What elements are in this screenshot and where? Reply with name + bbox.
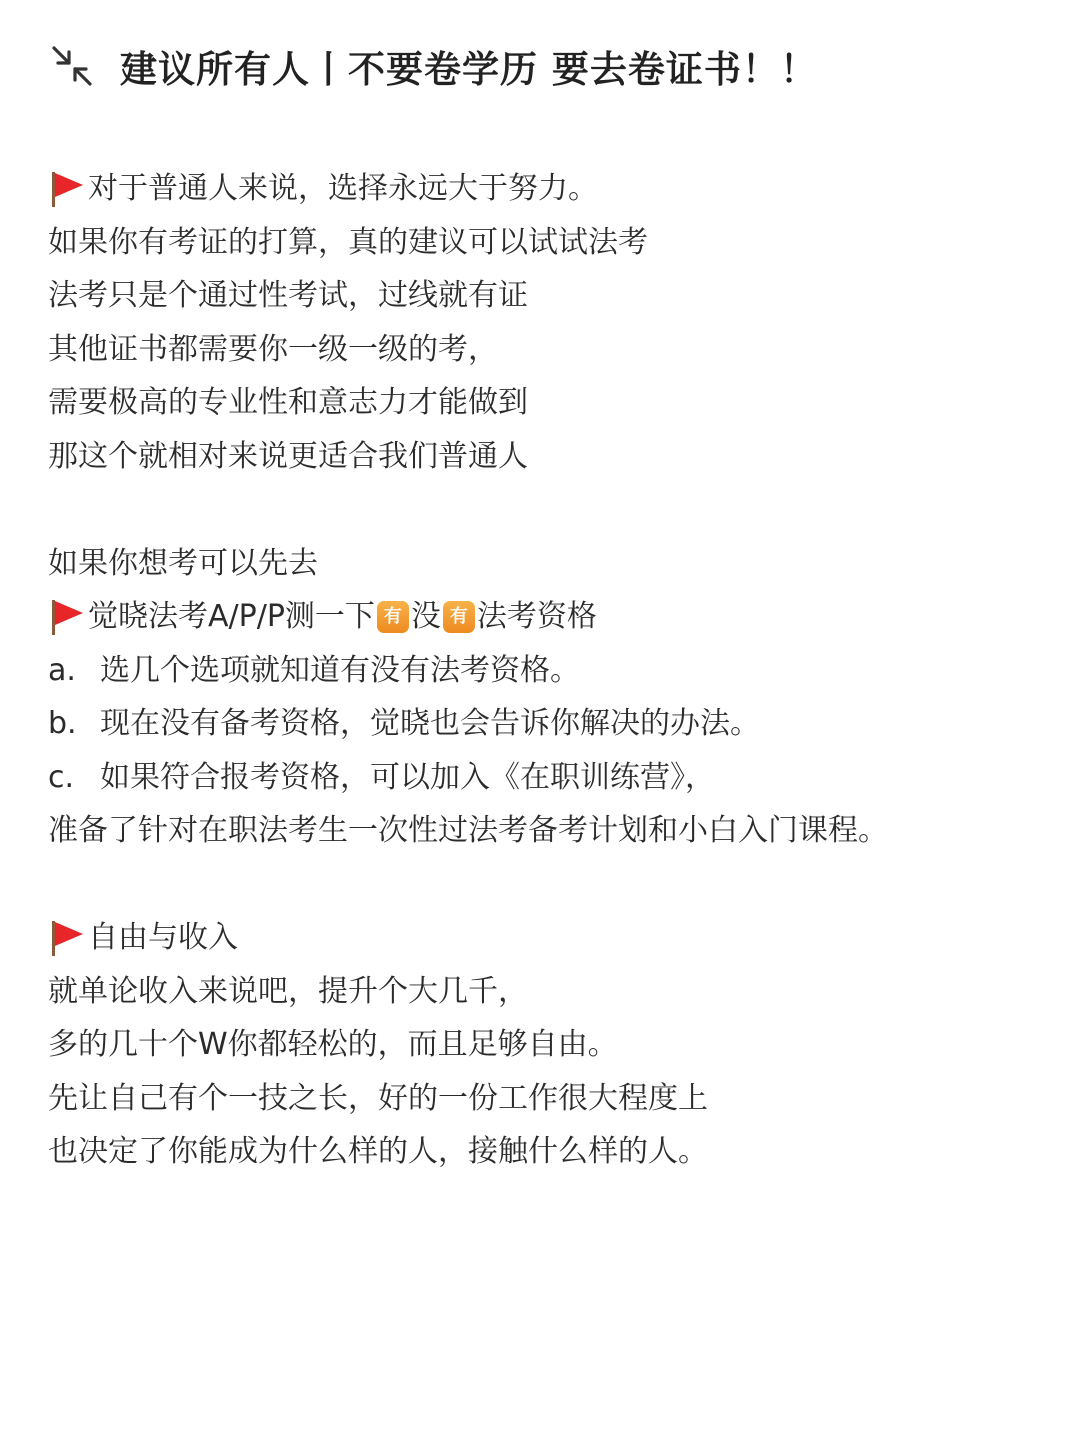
section2-heading-part3: 法考资格 bbox=[476, 599, 597, 634]
red-flag-icon bbox=[48, 169, 86, 209]
header bbox=[50, 38, 818, 94]
section2-tail: 准备了针对在职法考生一次性过法考备考计划和小白入门课程。 bbox=[48, 813, 888, 848]
list-marker: a. bbox=[48, 652, 76, 688]
list-item-text: 如果符合报考资格，可以加入《在职训练营》， bbox=[100, 759, 715, 795]
paragraph-gap bbox=[48, 858, 1048, 912]
section1-heading bbox=[48, 162, 1048, 216]
section1-line: 那这个就相对来说更适合我们普通人 bbox=[48, 438, 528, 474]
list-item bbox=[48, 697, 1048, 751]
section2-intro: 如果你想考可以先去 bbox=[48, 545, 318, 581]
list-item bbox=[48, 644, 1048, 698]
section3-heading bbox=[48, 911, 1048, 965]
section3-line: 也决定了你能成为什么样的人，接触什么样的人。 bbox=[48, 1134, 708, 1169]
red-flag-icon bbox=[48, 918, 86, 958]
you-badge-icon: 有 bbox=[443, 601, 475, 633]
you-badge-icon: 有 bbox=[377, 601, 409, 633]
section1-heading-text: 对于普通人来说，选择永远大于努力。 bbox=[88, 171, 598, 206]
list-item bbox=[48, 751, 1048, 805]
section1-line: 需要极高的专业性和意志力才能做到 bbox=[48, 385, 528, 420]
list-item-text: 选几个选项就知道有没有法考资格。 bbox=[100, 652, 580, 688]
collapse-arrows-icon[interactable] bbox=[50, 44, 94, 88]
section1-line: 法考只是个通过性考试，过线就有证 bbox=[48, 278, 528, 313]
paragraph-gap bbox=[48, 483, 1048, 537]
list-marker: b. bbox=[48, 706, 77, 741]
page-title: 建议所有人丨不要卷学历 要去卷证书！！ bbox=[120, 48, 818, 91]
section2-heading-part2: 没 bbox=[410, 599, 441, 634]
section2-heading bbox=[48, 590, 1048, 644]
section2-heading-part1: 觉晓法考A/P/P测一下 bbox=[88, 599, 375, 634]
list-item-text: 现在没有备考资格，觉晓也会告诉你解决的办法。 bbox=[100, 706, 760, 741]
note-body bbox=[48, 162, 1048, 1179]
section1-line: 如果你有考证的打算，真的建议可以试试法考 bbox=[48, 224, 648, 260]
section3-line: 多的几十个W你都轻松的，而且足够自由。 bbox=[48, 1027, 618, 1062]
section1-line: 其他证书都需要你一级一级的考， bbox=[48, 331, 498, 367]
section3-heading-text: 自由与收入 bbox=[88, 920, 238, 955]
section3-line: 先让自己有个一技之长，好的一份工作很大程度上 bbox=[48, 1080, 708, 1116]
section3-line: 就单论收入来说吧，提升个大几千， bbox=[48, 973, 528, 1009]
red-flag-icon bbox=[48, 597, 86, 637]
list-marker: c. bbox=[48, 759, 75, 795]
